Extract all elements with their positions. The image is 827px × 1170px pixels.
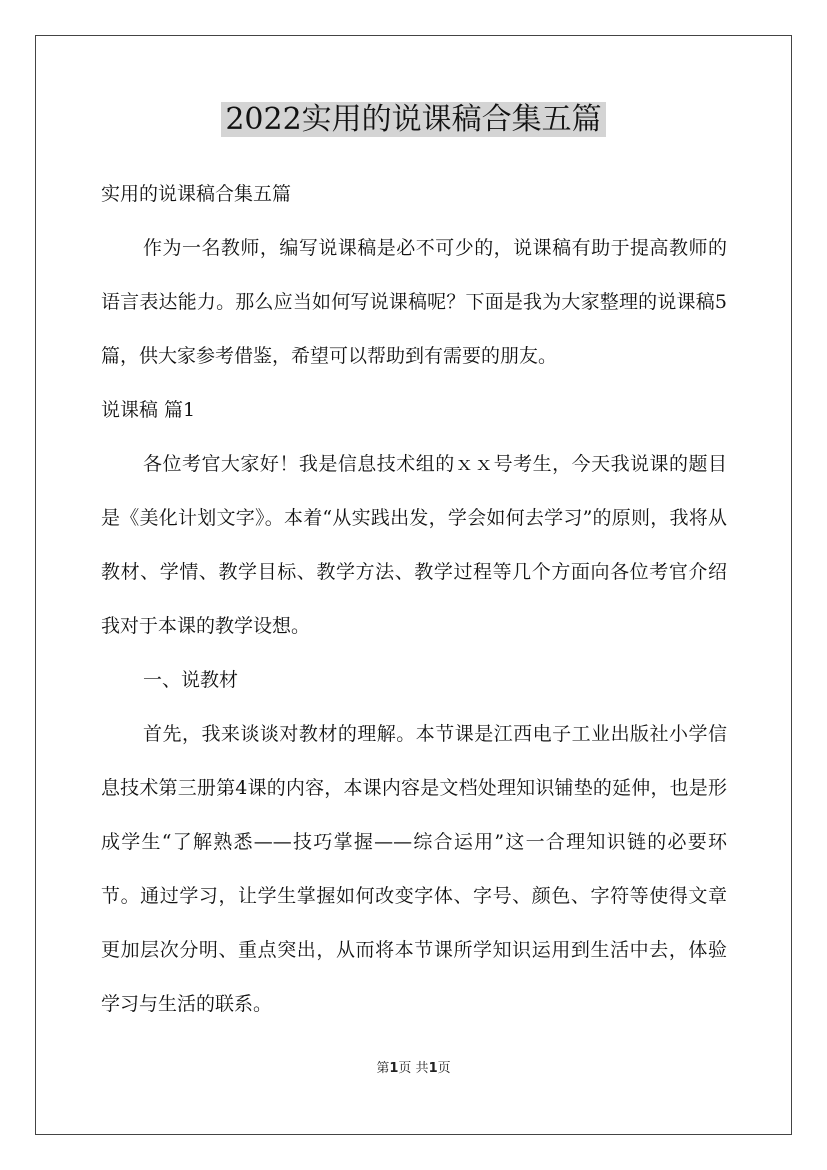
section-heading: 说课稿 篇1	[101, 399, 196, 421]
document-title	[0, 100, 827, 140]
intro-paragraph: 作为一名教师，编写说课稿是必不可少的，说课稿有助于提高教师的语言表达能力。那么应当如何写说课稿呢？下面是我为大家整理的说课稿5篇，供大家参考借鉴，希望可以帮助到有需要的朋友。	[101, 237, 727, 367]
sub-heading: 一、说教材	[143, 669, 239, 691]
footer-prefix: 第	[376, 1061, 390, 1076]
page-footer	[0, 1057, 827, 1076]
paragraph-2: 首先，我来谈谈对教材的理解。本节课是江西电子工业出版社小学信息技术第三册第4课的内容，本课内容是文档处理知识铺垫的延伸，也是形成学生“了解熟悉——技巧掌握——综合运用”这一合理知识链的必要环节。通过学习，让学生掌握如何改变字体、字号、颜色、字符等使得文章更加层次分明、重点突出，从而将本节课所学知识运用到生活中去，体验学习与生活的联系。	[101, 723, 727, 1015]
footer-total-pages: 1	[428, 1061, 438, 1076]
paragraph-1: 各位考官大家好！我是信息技术组的ｘｘ号考生，今天我说课的题目是《美化计划文字》。本着“从实践出发，学会如何去学习”的原则，我将从教材、学情、教学目标、教学方法、教学过程等几个方面向各位考官介绍我对于本课的教学设想。	[101, 453, 727, 637]
footer-page-number: 1	[389, 1061, 399, 1076]
document-subtitle: 实用的说课稿合集五篇	[101, 183, 292, 205]
document-title-text: 2022实用的说课稿合集五篇	[221, 102, 605, 137]
footer-mid: 页 共	[398, 1061, 429, 1076]
footer-suffix: 页	[437, 1061, 451, 1076]
